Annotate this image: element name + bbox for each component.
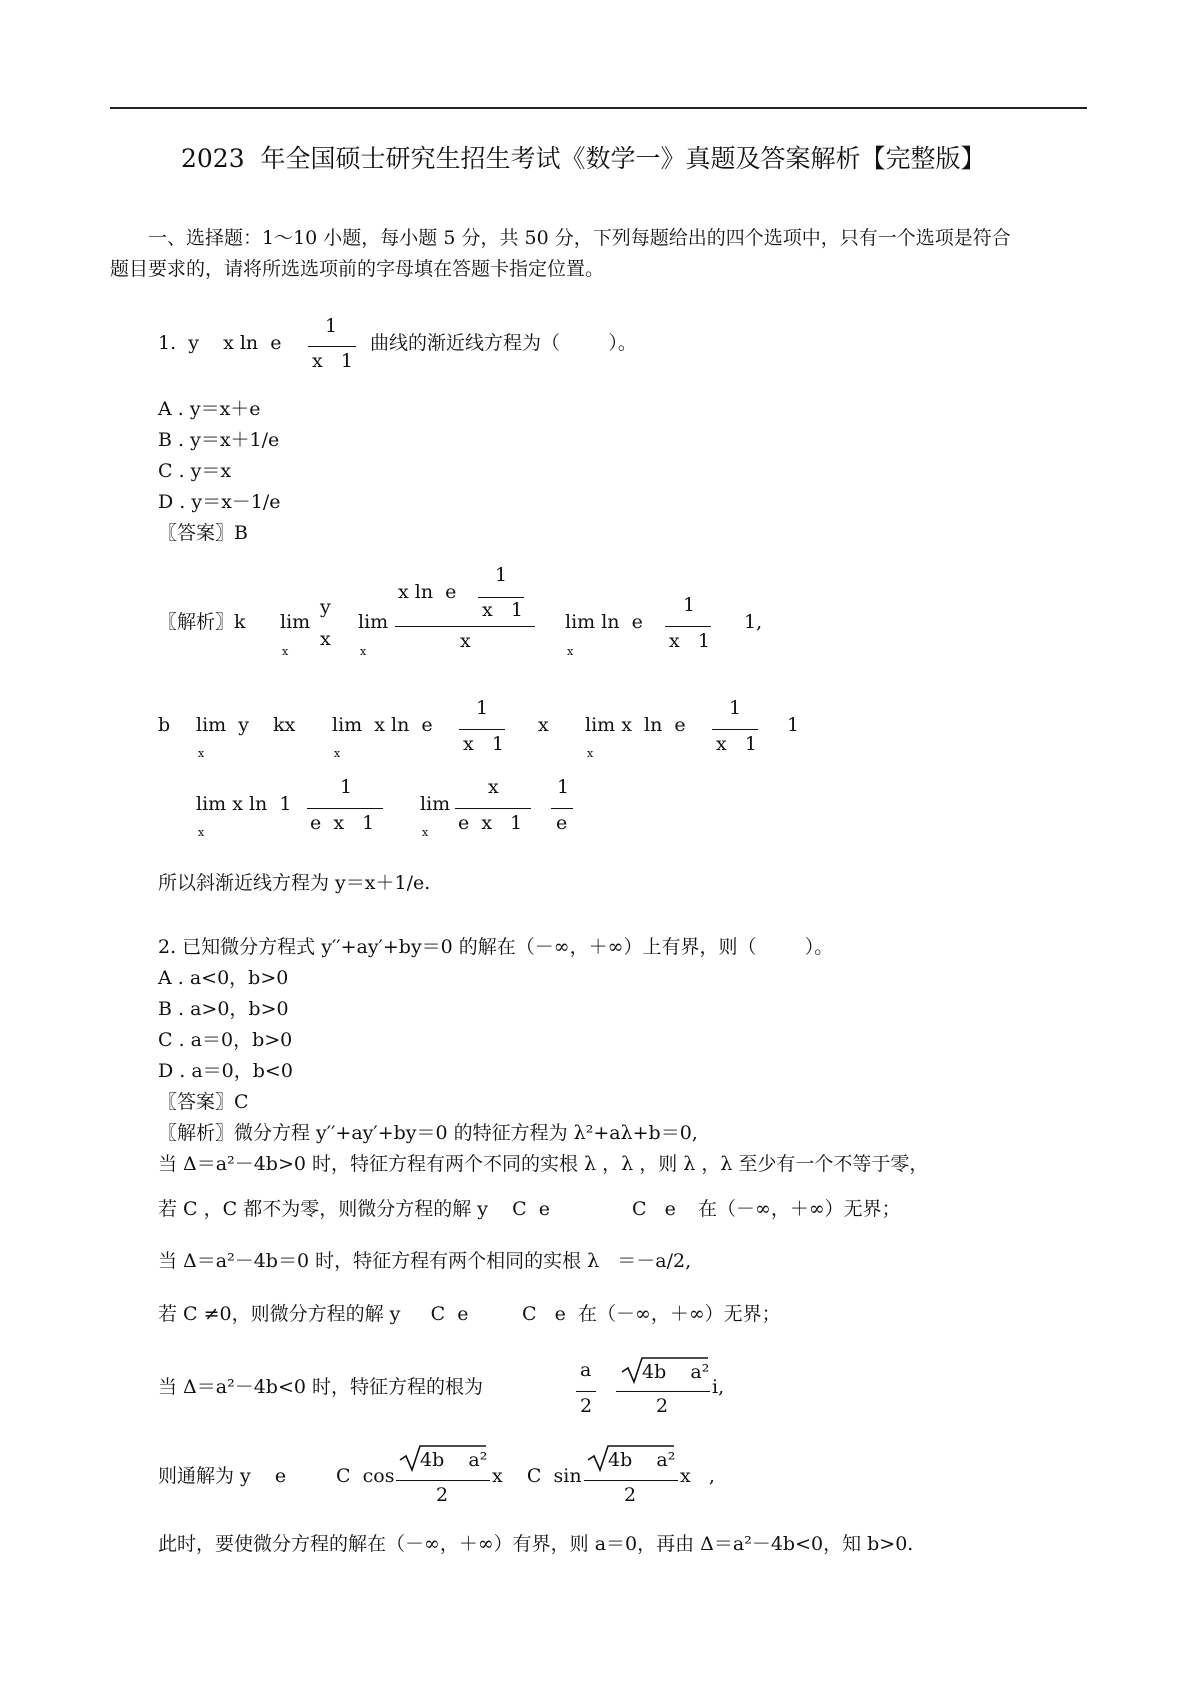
q1-option-a: A . y＝x＋e bbox=[158, 398, 261, 420]
q1-k-inner-den: x 1 bbox=[482, 599, 523, 621]
q1-frac-num: 1 bbox=[325, 315, 338, 337]
q2-line7a: 则通解为 y e bbox=[158, 1465, 287, 1487]
q1-suffix: 曲线的渐近线方程为（ ）。 bbox=[370, 332, 637, 354]
q1-b-f1-num: 1 bbox=[476, 697, 489, 719]
q1-option-c: C . y＝x bbox=[158, 460, 232, 482]
q1-b-one: 1 bbox=[787, 714, 800, 736]
q1-c-lim: lim bbox=[420, 793, 451, 815]
q2-line1: 〖解析〗微分方程 y′′+ay′+by＝0 的特征方程为 λ²+aλ+b＝0, bbox=[158, 1122, 698, 1144]
fraction-bar bbox=[396, 1480, 490, 1481]
q1-k-lim2: lim bbox=[358, 611, 389, 633]
q1-k-inner-num: 1 bbox=[495, 564, 508, 586]
q1-k-sub2: x bbox=[360, 645, 367, 658]
fraction-bar bbox=[459, 729, 505, 730]
q2-line5c: 在（－∞，＋∞）无界； bbox=[578, 1303, 781, 1325]
q1-b-f2-num: 1 bbox=[729, 697, 742, 719]
q2-line5a: 若 C ≠0，则微分方程的解 y C e bbox=[158, 1303, 469, 1325]
q2-stem: 2. 已知微分方程式 y′′+ay′+by＝0 的解在（－∞，＋∞）上有界，则（ ）。 bbox=[158, 936, 834, 958]
q1-frac-den: x 1 bbox=[312, 350, 353, 372]
q1-answer: 〖答案〗B bbox=[158, 522, 248, 544]
q1-k-f3-den: x 1 bbox=[669, 630, 710, 652]
q1-conclusion: 所以斜渐近线方程为 y＝x＋1/e. bbox=[158, 872, 431, 894]
q1-k-sub3: x bbox=[567, 645, 574, 658]
q1-c-f1-num: 1 bbox=[340, 776, 353, 798]
fraction-bar bbox=[307, 808, 383, 809]
fraction-bar bbox=[395, 626, 535, 627]
q2-line8: 此时，要使微分方程的解在（－∞，＋∞）有界，则 a＝0，再由 Δ＝a²－4b<0，知 b>0. bbox=[158, 1533, 914, 1555]
top-rule bbox=[110, 107, 1087, 109]
q1-k-limln: lim ln e bbox=[565, 611, 643, 633]
q1-option-b: B . y＝x＋1/e bbox=[158, 429, 280, 451]
fraction-bar bbox=[551, 808, 573, 809]
section-intro-line1: 一、选择题：1～10 小题，每小题 5 分，共 50 分，下列每题给出的四个选项中，只有一个选项是符合 bbox=[148, 227, 1011, 249]
q2-answer: 〖答案〗C bbox=[158, 1091, 249, 1113]
q2-option-a: A . a<0，b>0 bbox=[158, 967, 289, 989]
fraction-bar bbox=[478, 597, 524, 598]
q1-k-f3-num: 1 bbox=[683, 594, 696, 616]
q2-l6-i: i, bbox=[712, 1376, 725, 1398]
q1-c-f3-den: e bbox=[556, 812, 568, 834]
q2-line2: 当 Δ＝a²－4b>0 时，特征方程有两个不同的实根 λ ，λ ，则 λ ，λ 至少有一个不等于零， bbox=[158, 1153, 929, 1175]
q1-k-y: y bbox=[320, 596, 331, 618]
q2-l6-sqrt: 4b a² bbox=[642, 1361, 710, 1383]
q2-line7d: x , bbox=[680, 1465, 715, 1487]
q1-b-limx: lim x ln e bbox=[585, 714, 686, 736]
page-title: 2023 年全国硕士研究生招生考试《数学一》真题及答案解析【完整版】 bbox=[181, 144, 986, 173]
fraction-bar bbox=[455, 808, 531, 809]
q2-l7-sqrt2: 4b a² bbox=[608, 1449, 676, 1471]
q1-k-eq1: 1, bbox=[744, 611, 763, 633]
q1-k-lim1: lim bbox=[280, 611, 311, 633]
q2-option-c: C . a＝0，b>0 bbox=[158, 1029, 293, 1051]
q2-l6-f1-den: 2 bbox=[580, 1395, 593, 1417]
q2-option-b: B . a>0，b>0 bbox=[158, 998, 289, 1020]
fraction-bar bbox=[616, 1391, 710, 1392]
q1-c-f2-num: x bbox=[488, 776, 499, 798]
q1-k-num-text: x ln e bbox=[398, 581, 457, 603]
q1-c-limxln: lim x ln 1 bbox=[196, 793, 292, 815]
q2-line3c: 在（－∞，＋∞）无界； bbox=[698, 1198, 901, 1220]
q2-l7-den2: 2 bbox=[624, 1484, 637, 1506]
q1-k-x: x bbox=[320, 628, 331, 650]
q1-b-sub1: x bbox=[198, 747, 205, 760]
fraction-bar bbox=[576, 1391, 596, 1392]
q1-b-f2-den: x 1 bbox=[716, 733, 757, 755]
q1-c-sub1: x bbox=[198, 826, 205, 839]
q2-l7-den: 2 bbox=[436, 1484, 449, 1506]
q1-b-label: b bbox=[158, 714, 171, 736]
q1-b-f1-den: x 1 bbox=[463, 733, 504, 755]
q2-line7b: C cos bbox=[336, 1465, 395, 1487]
q1-b-sub3: x bbox=[587, 747, 594, 760]
q1-c-f1-den: e x 1 bbox=[310, 812, 375, 834]
q2-line5b: C e bbox=[522, 1303, 566, 1325]
q1-b-lim2: lim x ln e bbox=[332, 714, 433, 736]
q1-c-f3-num: 1 bbox=[557, 776, 570, 798]
fraction-bar bbox=[584, 1480, 678, 1481]
q1-c-f2-den: e x 1 bbox=[458, 812, 523, 834]
q1-analysis-label: 〖解析〗k bbox=[158, 611, 246, 633]
section-intro-line2: 题目要求的，请将所选选项前的字母填在答题卡指定位置。 bbox=[110, 258, 605, 280]
q2-line4: 当 Δ＝a²－4b＝0 时，特征方程有两个相同的实根 λ ＝－a/2, bbox=[158, 1250, 692, 1272]
q1-prefix: 1. y x ln e bbox=[158, 332, 282, 354]
q1-b-sub2: x bbox=[334, 747, 341, 760]
q1-c-sub2: x bbox=[422, 826, 429, 839]
q1-b-x: x bbox=[538, 714, 549, 736]
q2-option-d: D . a＝0，b<0 bbox=[158, 1060, 293, 1082]
fraction-bar bbox=[308, 346, 356, 347]
q1-b-lim: lim y kx bbox=[196, 714, 296, 736]
q1-option-d: D . y＝x－1/e bbox=[158, 491, 281, 513]
fraction-bar bbox=[665, 626, 711, 627]
q2-l7-sqrt: 4b a² bbox=[420, 1449, 488, 1471]
fraction-bar bbox=[712, 729, 758, 730]
q2-line6a: 当 Δ＝a²－4b<0 时，特征方程的根为 bbox=[158, 1376, 484, 1398]
q1-k-sub1: x bbox=[282, 645, 289, 658]
q2-l6-f1-num: a bbox=[580, 1359, 592, 1381]
q2-line3a: 若 C ，C 都不为零，则微分方程的解 y C e bbox=[158, 1198, 550, 1220]
q1-k-den: x bbox=[460, 630, 471, 652]
q2-line7c: x C sin bbox=[492, 1465, 582, 1487]
q2-line3b: C e bbox=[632, 1198, 676, 1220]
q2-l6-den: 2 bbox=[656, 1395, 669, 1417]
